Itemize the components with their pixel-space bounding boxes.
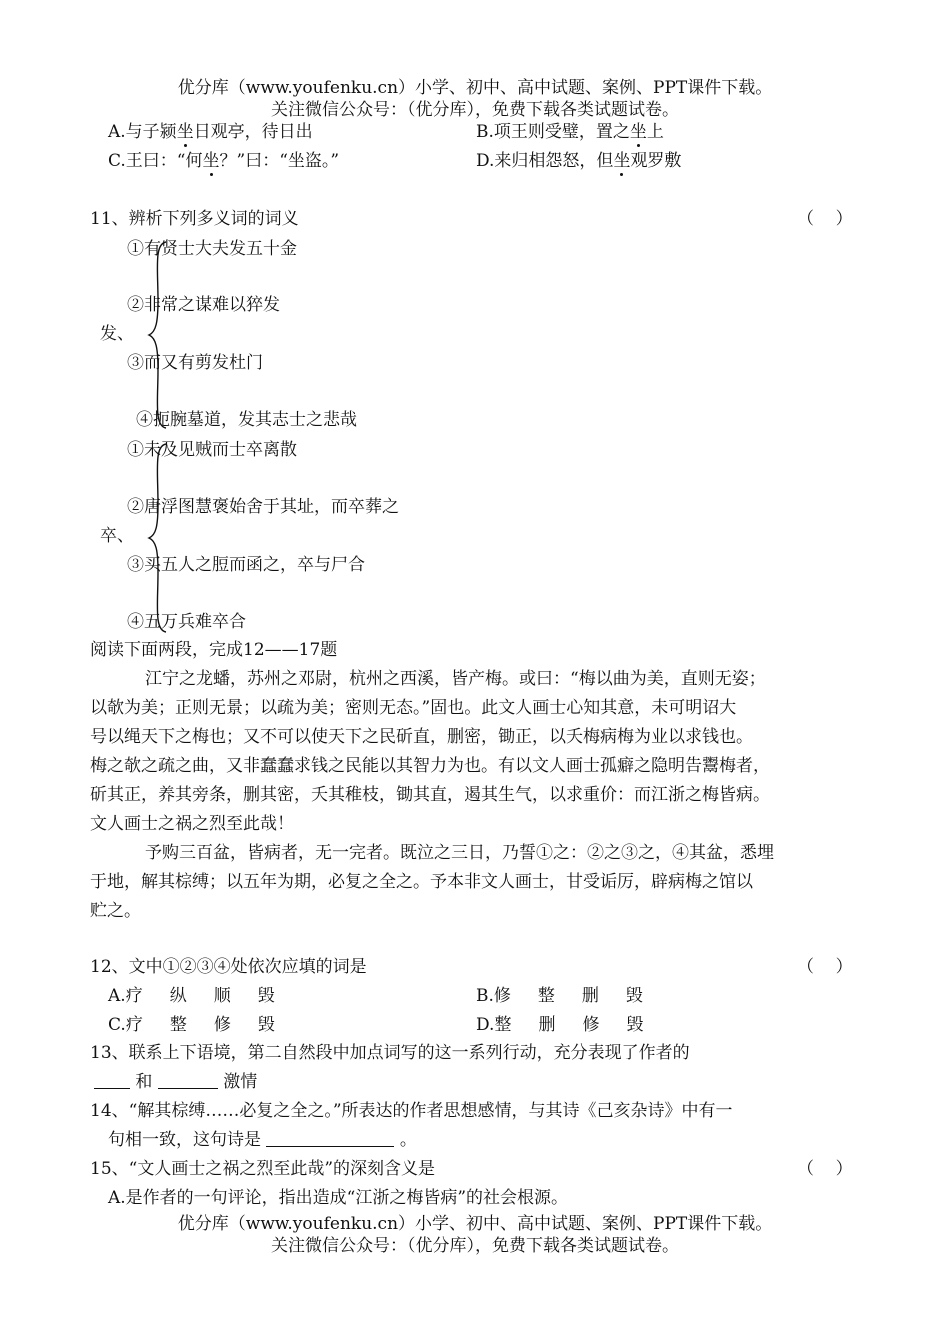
emphasis-char: 坐 [613,151,631,171]
left-brace-icon [146,442,172,634]
q10-option-c: C.王曰：“何坐？”曰：“坐盗。” [108,151,340,171]
q14-line-2: 句相一致，这句诗是 。 [108,1130,417,1150]
passage-p1-line: 梅之欹之疏之曲，又非蠢蠢求钱之民能以其智力为也。有以文人画士孤癖之隐明告鬻梅者， [90,756,770,776]
q11-fa-item: ①有贤士大夫发五十金 [127,239,297,259]
q13-blanks: 和 激情 [94,1070,257,1094]
q12-option-c: C.疗 整 修 毁 [108,1015,275,1035]
emphasis-char: 坐 [629,122,647,142]
header-line-2: 关注微信公众号：（优分库），免费下载各类试题试卷。 [271,100,679,120]
passage-p1-line: 以欹为美；正则无景；以疏为美；密则无态。”固也。此文人画士心知其意，未可明诏大 [90,698,737,718]
q15-option-a: A.是作者的一句评论，指出造成“江浙之梅皆病”的社会根源。 [108,1188,569,1208]
q10-option-a: A.与子颍坐日观亭，待日出 [108,122,313,142]
q11-fa-label: 发、 [100,324,134,344]
answer-blank[interactable] [266,1128,394,1147]
passage-p1-line: 江宁之龙蟠，苏州之邓尉，杭州之西溪，皆产梅。或曰：“梅以曲为美，直则无姿； [145,669,766,689]
left-brace-icon [146,240,172,430]
q14-stem: 14、“解其棕缚……必复之全之。”所表达的作者思想感情，与其诗《己亥杂诗》中有一 [90,1101,733,1121]
emphasis-char: 坐 [176,122,194,142]
q11-zu-item: ④五万兵难卒合 [127,612,246,632]
header-line-1: 优分库（www.youfenku.cn）小学、初中、高中试题、案例、PPT课件下载。 [177,78,773,98]
footer-line-1: 优分库（www.youfenku.cn）小学、初中、高中试题、案例、PPT课件下载。 [177,1214,773,1234]
reading-intro: 阅读下面两段，完成12——17题 [90,640,338,660]
q11-answer-paren: （ ） [797,209,853,229]
q11-stem: 11、辨析下列多义词的词义 [90,209,299,229]
answer-blank[interactable] [94,1070,130,1089]
q11-zu-item: ②唐浮图慧褒始舍于其址，而卒葬之 [127,497,399,517]
q11-zu-label: 卒、 [100,526,134,546]
q11-zu-item: ③买五人之脰而函之，卒与尸合 [127,555,365,575]
q12-option-b: B.修 整 删 毁 [476,986,643,1006]
passage-p1-line: 号以绳天下之梅也；又不可以使天下之民斫直，删密，锄正，以夭梅病梅为业以求钱也。 [90,727,753,747]
footer-line-2: 关注微信公众号：（优分库），免费下载各类试题试卷。 [271,1236,679,1256]
passage-p2-line: 于地，解其棕缚；以五年为期，必复之全之。予本非文人画士，甘受诟厉，辟病梅之馆以 [90,872,753,892]
q11-fa-item: ③而又有剪发杜门 [127,353,263,373]
passage-p1-line: 斫其正，养其旁条，删其密，夭其稚枝，锄其直，遏其生气，以求重价：而江浙之梅皆病。 [90,785,770,805]
q11-fa-item: ②非常之谋难以猝发 [127,295,280,315]
passage-p2-line: 予购三百盆，皆病者，无一完者。既泣之三日，乃誓①之：②之③之，④其盆，悉埋 [145,843,774,863]
q13-stem: 13、联系上下语境，第二自然段中加点词写的这一系列行动，充分表现了作者的 [90,1043,690,1063]
q12-stem: 12、文中①②③④处依次应填的词是 [90,957,367,977]
q11-fa-item: ④扼腕墓道，发其志士之悲哉 [136,410,357,430]
q12-option-a: A.疗 纵 顺 毁 [108,986,275,1006]
q15-answer-paren: （ ） [797,1159,853,1179]
q12-option-d: D.整 删 修 毁 [476,1015,644,1035]
q10-option-d: D.来归相怨怒，但坐观罗敷 [476,151,682,171]
passage-p1-line: 文人画士之祸之烈至此哉！ [90,814,294,834]
q10-option-b: B.项王则受璧，置之坐上 [476,122,664,142]
q15-stem: 15、“文人画士之祸之烈至此哉”的深刻含义是 [90,1159,436,1179]
q11-zu-item: ①未及见贼而士卒离散 [127,440,297,460]
answer-blank[interactable] [158,1070,218,1089]
emphasis-char: 坐 [202,151,220,171]
q12-answer-paren: （ ） [797,957,853,977]
passage-p2-line: 贮之。 [90,901,141,921]
